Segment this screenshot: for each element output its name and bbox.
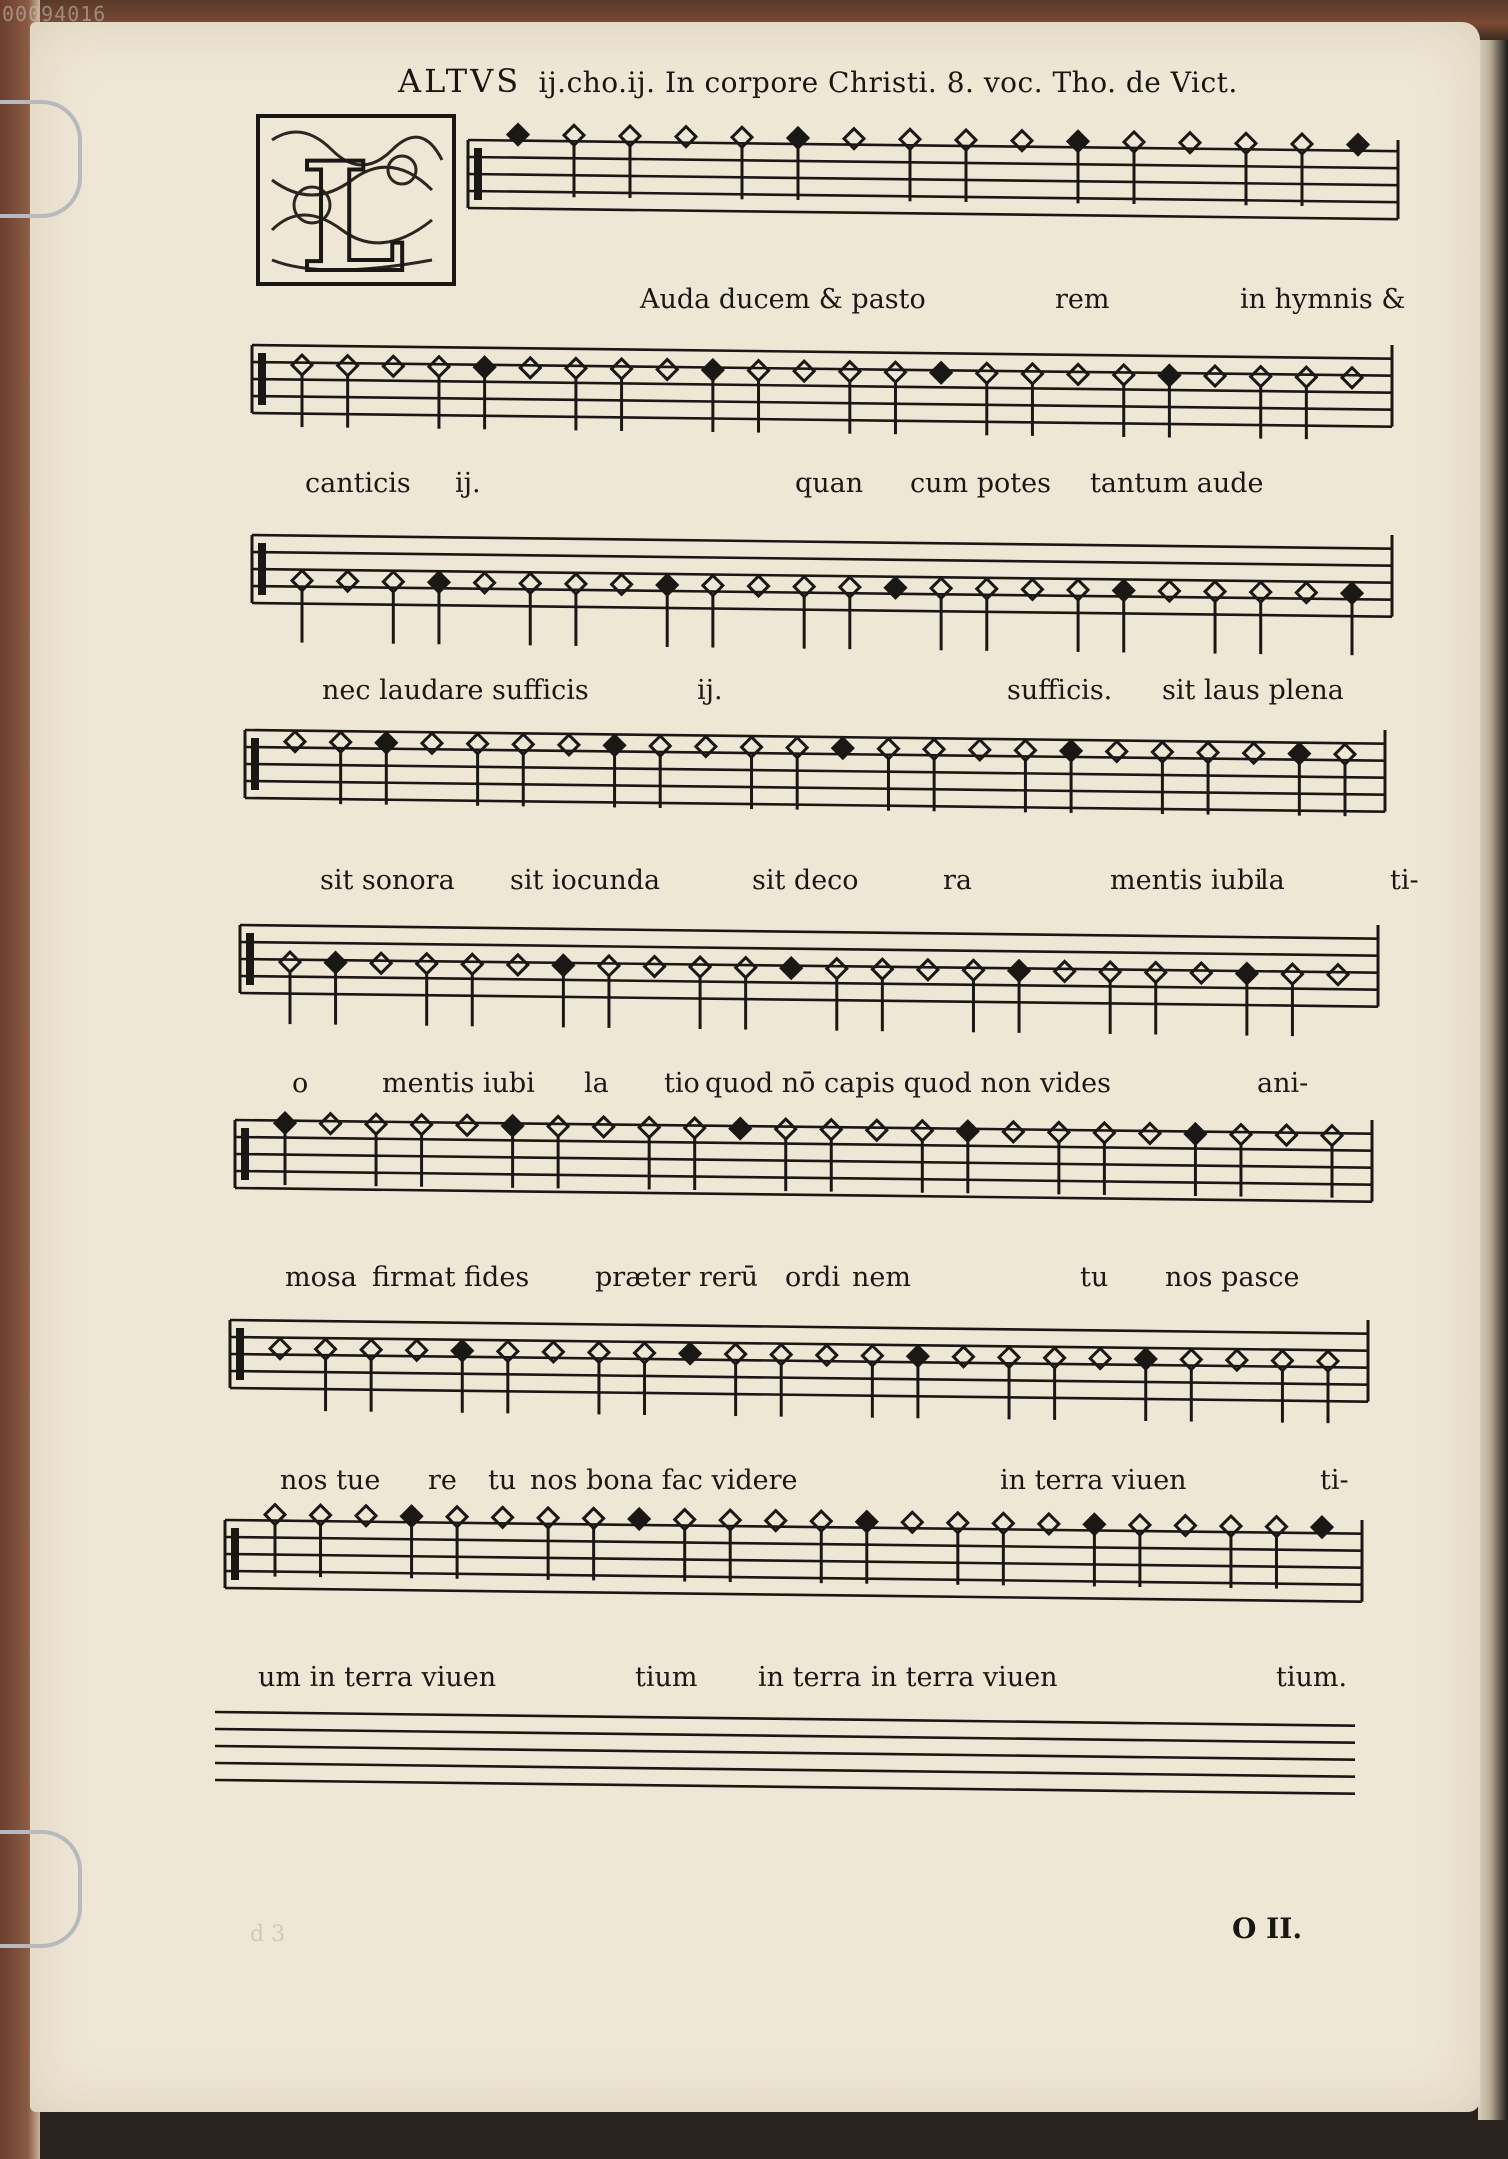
note-head [1114, 365, 1134, 385]
lyric-syllable: mentis iubi [382, 1068, 535, 1099]
note-head [639, 1117, 659, 1137]
lyric-line [640, 284, 1406, 324]
note-head [326, 953, 346, 973]
lyric-syllable: tantum aude [1090, 468, 1264, 499]
lyric-syllable: nec laudare sufficis [322, 675, 589, 706]
note-head [821, 1120, 841, 1140]
note-head [1328, 965, 1348, 985]
folio-signature: O II. [1232, 1912, 1303, 1945]
staff-4 [245, 730, 1385, 816]
note-head [977, 363, 997, 383]
note-head [1068, 364, 1088, 384]
staff-line [245, 781, 1385, 795]
lyric-syllable: in hymnis & [1240, 284, 1406, 315]
staff-line [235, 1171, 1372, 1185]
clef-icon [241, 1128, 249, 1180]
staff-line [468, 140, 1398, 151]
lyric-syllable: mosa [285, 1262, 357, 1293]
ornament-icon [252, 110, 460, 290]
staff-line [215, 1763, 1355, 1777]
lyric-syllable: ti- [1390, 865, 1419, 896]
note-head [1140, 1123, 1160, 1143]
staff-line [252, 552, 1392, 566]
lyric-syllable: rem [1055, 284, 1110, 315]
staff-line [240, 993, 1378, 1007]
note-head [429, 357, 449, 377]
staff-7 [230, 1320, 1368, 1423]
scan-id-label: 00094016 [2, 2, 107, 26]
lyric-syllable: tium. [1276, 1662, 1348, 1693]
staff-line [240, 942, 1378, 956]
note-head [553, 955, 573, 975]
note-head [1191, 963, 1211, 983]
lyric-syllable: ordi [785, 1262, 841, 1293]
note-head [958, 1121, 978, 1141]
decorated-initial [252, 110, 460, 290]
lyric-syllable: præter rerū [595, 1262, 759, 1293]
note-head [457, 1115, 477, 1135]
note-head [931, 363, 951, 383]
note-head [1237, 964, 1257, 984]
note-head [918, 960, 938, 980]
note-head [1159, 366, 1179, 386]
note-head [1009, 961, 1029, 981]
staff-line [252, 413, 1392, 427]
lyric-syllable: sit laus plena [1162, 675, 1344, 706]
lyric-line [285, 1262, 1400, 1302]
note-head [292, 355, 312, 375]
lyric-line [322, 675, 1400, 715]
note-head [645, 956, 665, 976]
staff-9 [215, 1712, 1355, 1794]
clef-icon [258, 353, 266, 405]
note-head [612, 359, 632, 379]
lyric-syllable: sit iocunda [510, 865, 661, 896]
lyric-syllable: re [428, 1465, 457, 1496]
lyric-syllable: nos pasce [1165, 1262, 1300, 1293]
staff-line [252, 603, 1392, 617]
staff-line [230, 1320, 1368, 1334]
lyric-syllable: sufficis. [1007, 675, 1113, 706]
note-head [548, 1116, 568, 1136]
note-head [1231, 1125, 1251, 1145]
note-head [794, 361, 814, 381]
note-head [827, 959, 847, 979]
lyric-syllable: um in terra viuen [258, 1662, 497, 1693]
staff-line [252, 569, 1392, 583]
note-head [1055, 961, 1075, 981]
staff-line [245, 764, 1385, 778]
note-head [730, 1119, 750, 1139]
lyric-syllable: cum potes [910, 468, 1051, 499]
lyric-syllable: nem [852, 1262, 911, 1293]
note-head [338, 356, 358, 376]
note-head [736, 958, 756, 978]
lyric-syllable: nos bona fac videre [530, 1465, 798, 1496]
staff-line [225, 1571, 1362, 1585]
staff-line [225, 1554, 1362, 1568]
note-head [599, 956, 619, 976]
staff-line [215, 1746, 1355, 1760]
lyric-syllable: quod nō capis quod non vides [705, 1068, 1112, 1099]
lyric-syllable: tio [664, 1068, 700, 1099]
staff-line [230, 1337, 1368, 1351]
clef-icon [474, 148, 482, 200]
note-head [912, 1121, 932, 1141]
note-head [566, 358, 586, 378]
staff-line [252, 535, 1392, 549]
note-head [657, 359, 677, 379]
lyric-syllable: la [1260, 865, 1285, 896]
clef-icon [258, 543, 266, 595]
staff-line [230, 1388, 1368, 1402]
lyric-syllable: ij. [697, 675, 723, 706]
staff-line [225, 1588, 1362, 1602]
lyric-syllable: in terra [758, 1662, 862, 1693]
note-head [366, 1114, 386, 1134]
note-head [412, 1115, 432, 1135]
note-head [685, 1118, 705, 1138]
note-head [1185, 1124, 1205, 1144]
note-head [1322, 1126, 1342, 1146]
lyric-syllable: ra [943, 865, 973, 896]
bleedthrough-text: d 3 [250, 1922, 286, 1947]
lyric-syllable: in terra viuen [871, 1662, 1058, 1693]
lyric-syllable: tu [488, 1465, 517, 1496]
note-head [1100, 962, 1120, 982]
staff-line [252, 396, 1392, 410]
lyric-line [320, 865, 1419, 905]
note-head [963, 960, 983, 980]
initial-letter: L [300, 130, 406, 290]
lyric-syllable: ti- [1320, 1465, 1349, 1496]
staff-line [252, 345, 1392, 359]
lyric-syllable: tium [635, 1662, 698, 1693]
staff-line [215, 1712, 1355, 1726]
lyric-line [280, 1465, 1400, 1505]
staff-line [468, 208, 1398, 219]
lyric-syllable: la [584, 1068, 609, 1099]
note-head [520, 358, 540, 378]
note-head [872, 959, 892, 979]
lyric-syllable: o [292, 1068, 309, 1099]
staff-line [468, 191, 1398, 202]
lyric-syllable: sit deco [752, 865, 859, 896]
lyric-syllable: Auda ducem & pasto [640, 284, 926, 315]
note-head [508, 955, 528, 975]
note-head [781, 958, 801, 978]
note-head [462, 954, 482, 974]
lyric-syllable: tu [1080, 1262, 1109, 1293]
clef-icon [251, 738, 259, 790]
note-head [1251, 367, 1271, 387]
lyric-syllable: canticis [305, 468, 411, 499]
note-head [1342, 368, 1362, 388]
staff-line [245, 730, 1385, 744]
lyric-syllable: nos tue [280, 1465, 381, 1496]
note-head [475, 357, 495, 377]
staff-line [240, 925, 1378, 939]
note-head [1276, 1125, 1296, 1145]
note-head [417, 954, 437, 974]
staff-line [225, 1537, 1362, 1551]
clef-icon [246, 933, 254, 985]
note-head [1003, 1122, 1023, 1142]
header-text: ij.cho.ij. In corpore Christi. 8. voc. Tho. de Vict. [538, 66, 1238, 99]
note-head [280, 952, 300, 972]
staff-line [235, 1188, 1372, 1202]
note-head [1282, 964, 1302, 984]
lyric-syllable: ij. [455, 468, 481, 499]
lyric-syllable: ani- [1257, 1068, 1309, 1099]
note-head [503, 1116, 523, 1136]
note-head [867, 1120, 887, 1140]
note-head [275, 1113, 295, 1133]
clef-icon [231, 1528, 239, 1580]
staff-line [215, 1780, 1355, 1794]
note-head [371, 953, 391, 973]
lyric-syllable: firmat fides [372, 1262, 530, 1293]
lyric-syllable: sit sonora [320, 865, 455, 896]
staff-8 [225, 1505, 1362, 1602]
note-head [840, 362, 860, 382]
note-head [1296, 367, 1316, 387]
note-head [321, 1114, 341, 1134]
staff-line [245, 798, 1385, 812]
note-head [885, 362, 905, 382]
note-head [703, 360, 723, 380]
staff-line [230, 1371, 1368, 1385]
staff-line [468, 174, 1398, 185]
note-head [1146, 962, 1166, 982]
staff-2 [252, 345, 1392, 439]
note-head [690, 957, 710, 977]
staff-5 [240, 925, 1378, 1036]
staff-line [468, 157, 1398, 168]
voice-name: ALTVS [398, 62, 522, 100]
staff-3 [252, 535, 1392, 655]
note-head [1094, 1123, 1114, 1143]
staff-line [215, 1729, 1355, 1743]
note-head [1205, 366, 1225, 386]
note-head [1022, 364, 1042, 384]
lyric-line [292, 1068, 1400, 1108]
lyric-syllable: mentis iubi [1110, 865, 1263, 896]
note-head [776, 1119, 796, 1139]
staff-line [235, 1154, 1372, 1168]
lyric-syllable: quan [795, 468, 864, 499]
note-head [1049, 1122, 1069, 1142]
note-head [594, 1117, 614, 1137]
note-head [749, 361, 769, 381]
note-head [383, 356, 403, 376]
staff-6 [235, 1113, 1372, 1202]
lyric-line [305, 468, 1400, 508]
lyric-syllable: in terra viuen [1000, 1465, 1187, 1496]
staff-1 [468, 125, 1398, 220]
clef-icon [236, 1328, 244, 1380]
lyric-line [258, 1662, 1400, 1702]
